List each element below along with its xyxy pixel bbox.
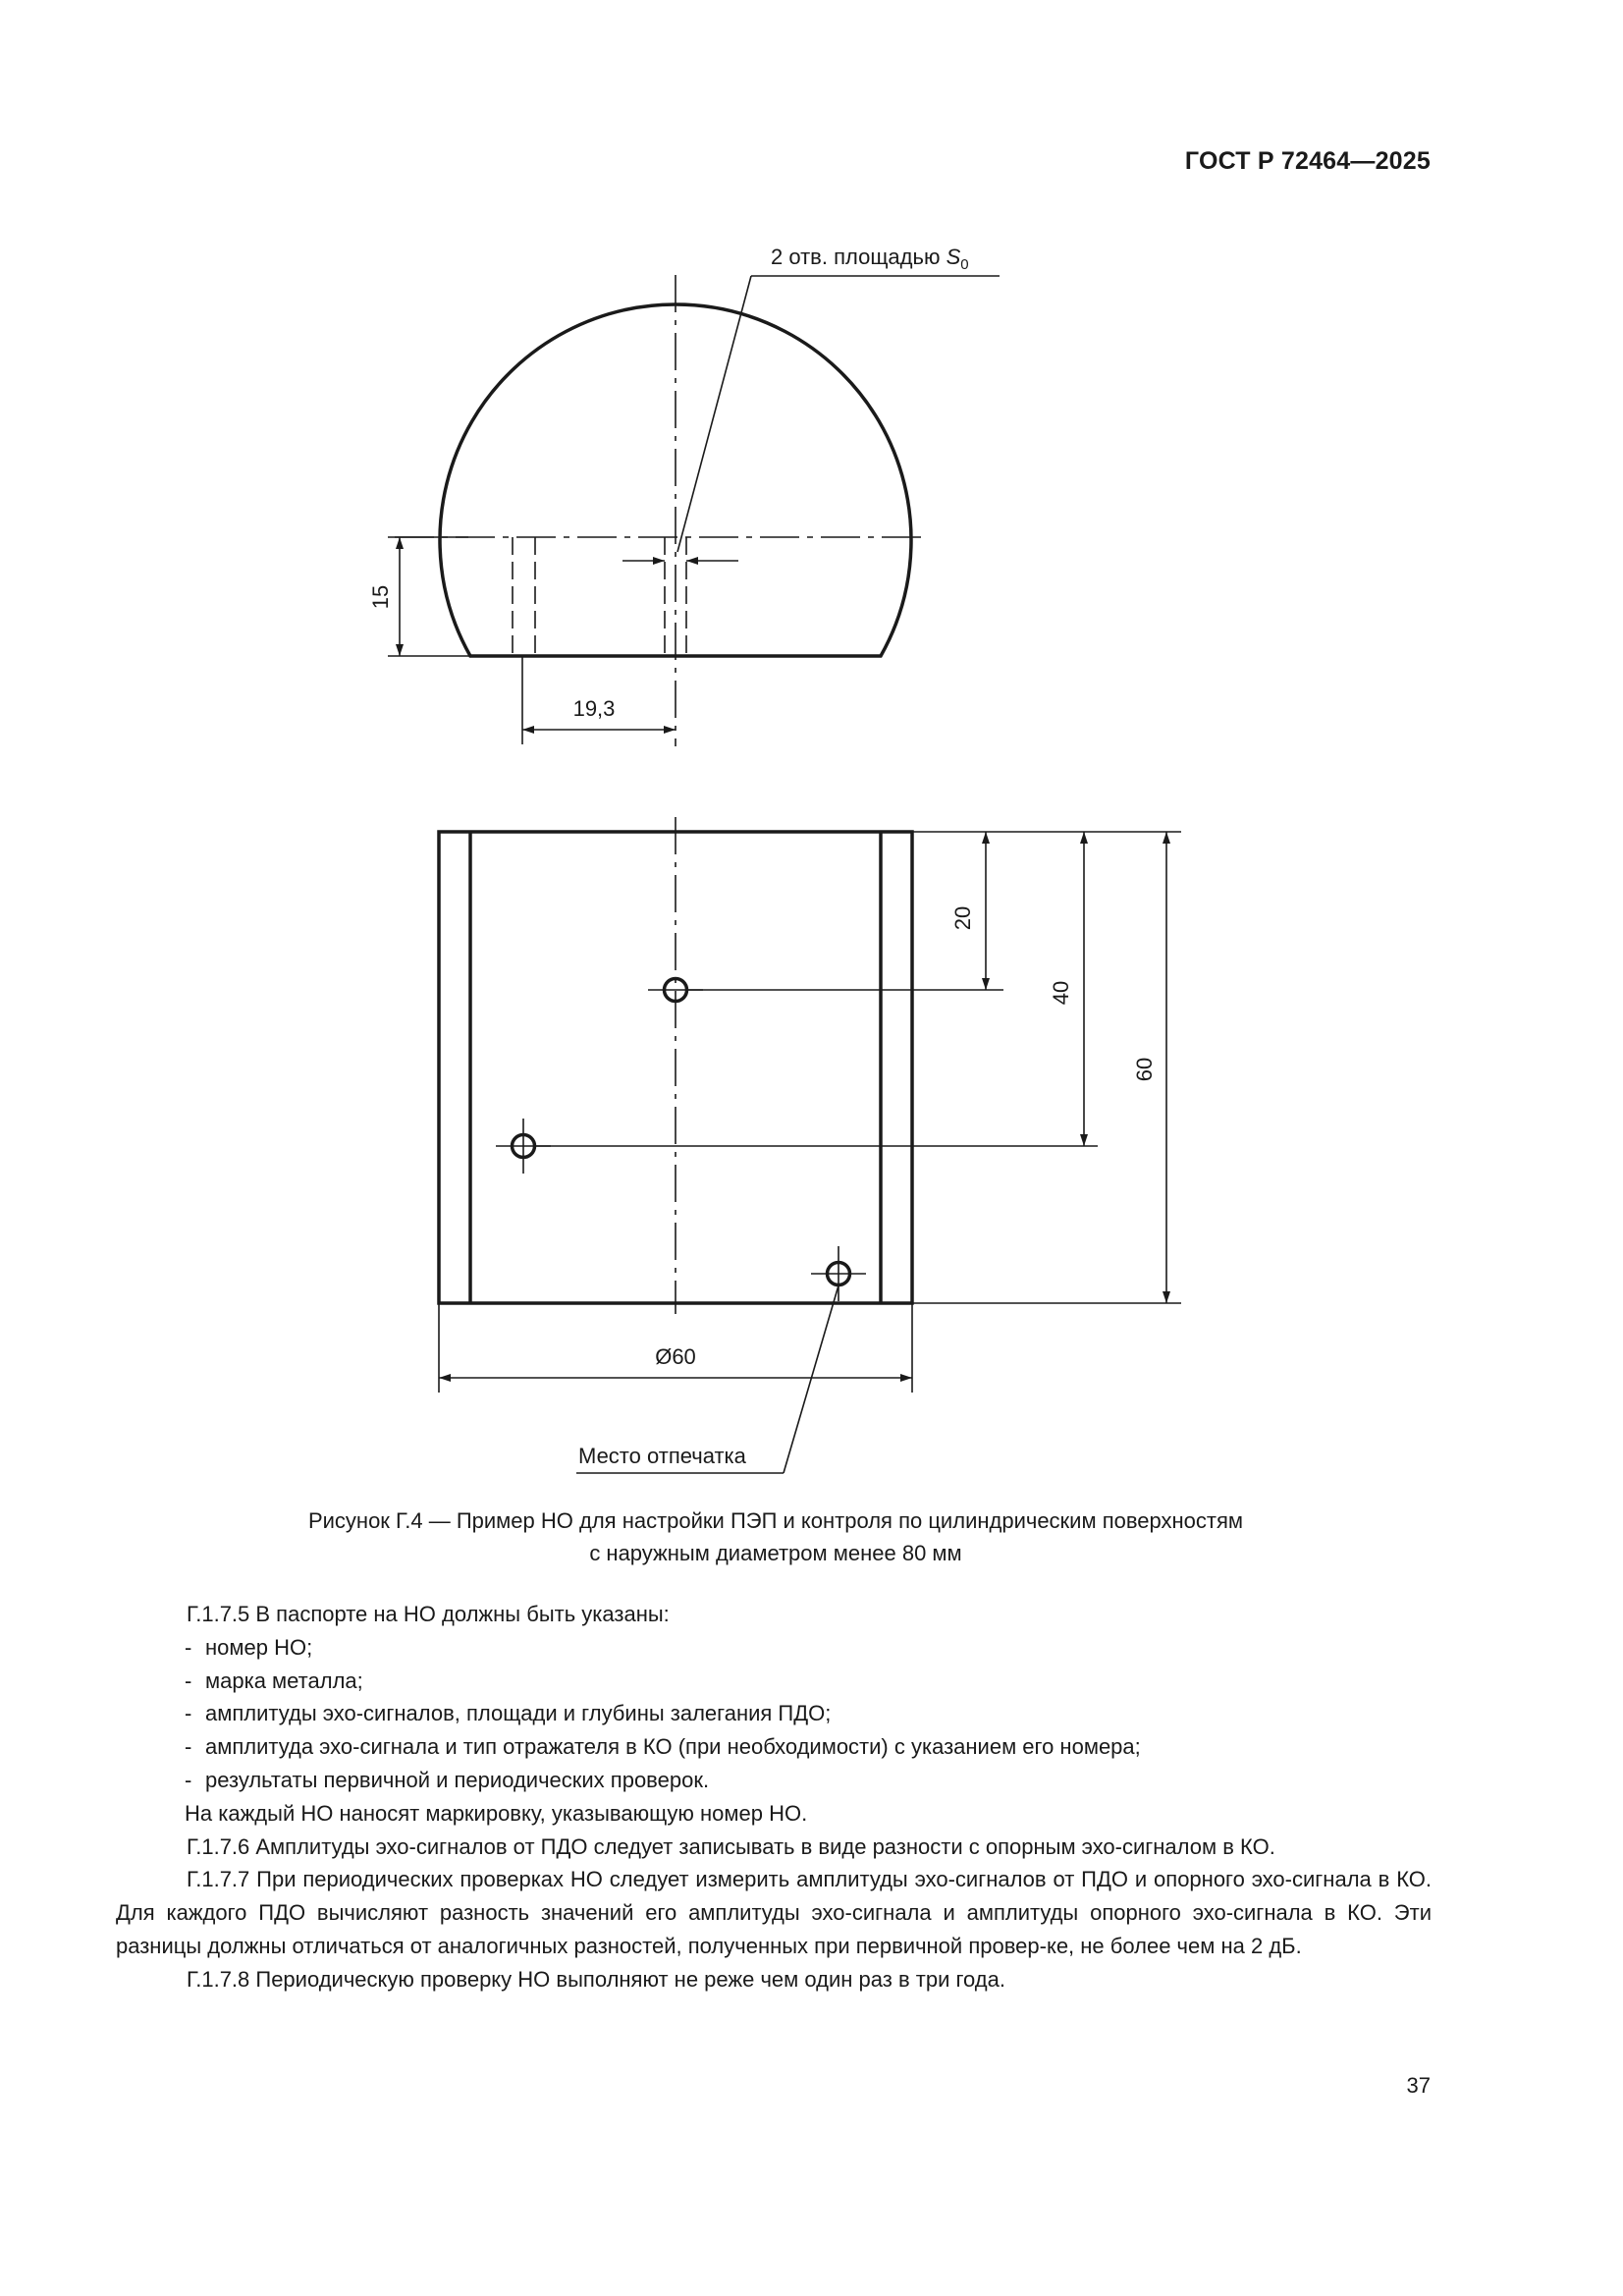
figure-caption-line-1: Рисунок Г.4 — Пример НО для настройки ПЭП и контроля по цилиндрическим поверхностям bbox=[307, 1508, 1244, 1533]
marking-paragraph: На каждый НО наносят маркировку, указывающую номер НО. bbox=[185, 1800, 808, 1826]
list-dash: - bbox=[185, 1634, 192, 1660]
dim-diameter-label: Ø60 bbox=[655, 1344, 696, 1369]
list-dash: - bbox=[185, 1701, 192, 1726]
list-item: - амплитуды эхо-сигналов, площади и глубины залегания ПДО; bbox=[116, 1697, 1432, 1730]
list-item: - марка металла; bbox=[116, 1665, 1432, 1698]
front-view bbox=[439, 817, 1181, 1473]
list-dash: - bbox=[185, 1767, 192, 1792]
dim-15-label: 15 bbox=[368, 584, 393, 610]
list-item: - амплитуда эхо-сигнала и тип отражателя в КО (при необходимости) с указанием его номера; bbox=[116, 1730, 1432, 1764]
imprint-leader bbox=[784, 1285, 839, 1473]
list-item: - результаты первичной и периодических проверок. bbox=[116, 1764, 1432, 1797]
dim-60-label: 60 bbox=[1132, 1057, 1157, 1082]
hole-area-label: 2 отв. площадью $S_0$ bbox=[771, 245, 969, 273]
dim-20-label: 20 bbox=[950, 905, 975, 931]
list-dash: - bbox=[185, 1667, 192, 1693]
list-item: - номер НО; bbox=[116, 1631, 1432, 1665]
list-dash: - bbox=[185, 1734, 192, 1760]
page-number: 37 bbox=[1406, 2073, 1431, 2098]
body-text bbox=[116, 1598, 1432, 1996]
clause-g-1-7-8: Г.1.7.8 Периодическую проверку НО выполняют не реже чем один раз в три года. bbox=[187, 1966, 1005, 1992]
clause-g-1-7-5: Г.1.7.5 В паспорте на НО должны быть указаны: bbox=[187, 1602, 670, 1626]
dim-40-label: 40 bbox=[1049, 980, 1073, 1006]
hole-leader bbox=[677, 276, 751, 552]
clause-g-1-7-6: Г.1.7.6 Амплитуды эхо-сигналов от ПДО следует записывать в виде разности с опорным эхо-сигналом в КО. bbox=[187, 1833, 1275, 1859]
figure-caption-line-2: с наружным диаметром менее 80 мм bbox=[589, 1541, 962, 1565]
imprint-label: Место отпечатка bbox=[578, 1444, 746, 1468]
clause-g-1-7-7: Г.1.7.7 При периодических проверках НО следует измерить амплитуды эхо-сигналов от ПДО и опорного эхо-сигнала в КО. Для каждого ПДО вычисляют разность значений его амплитуды эхо-сигнала и амплитуды опорного эхо-сигнала в КО. Эти разницы должны отличаться от аналогичных разностей, полученных при первичной провер-ке, не более чем на 2 дБ. bbox=[116, 1867, 1432, 1958]
figure-caption bbox=[0, 1504, 1551, 1569]
top-view bbox=[388, 275, 1000, 746]
document-code: ГОСТ Р 72464—2025 bbox=[1184, 147, 1431, 175]
dim-19-3-label: 19,3 bbox=[572, 696, 616, 721]
